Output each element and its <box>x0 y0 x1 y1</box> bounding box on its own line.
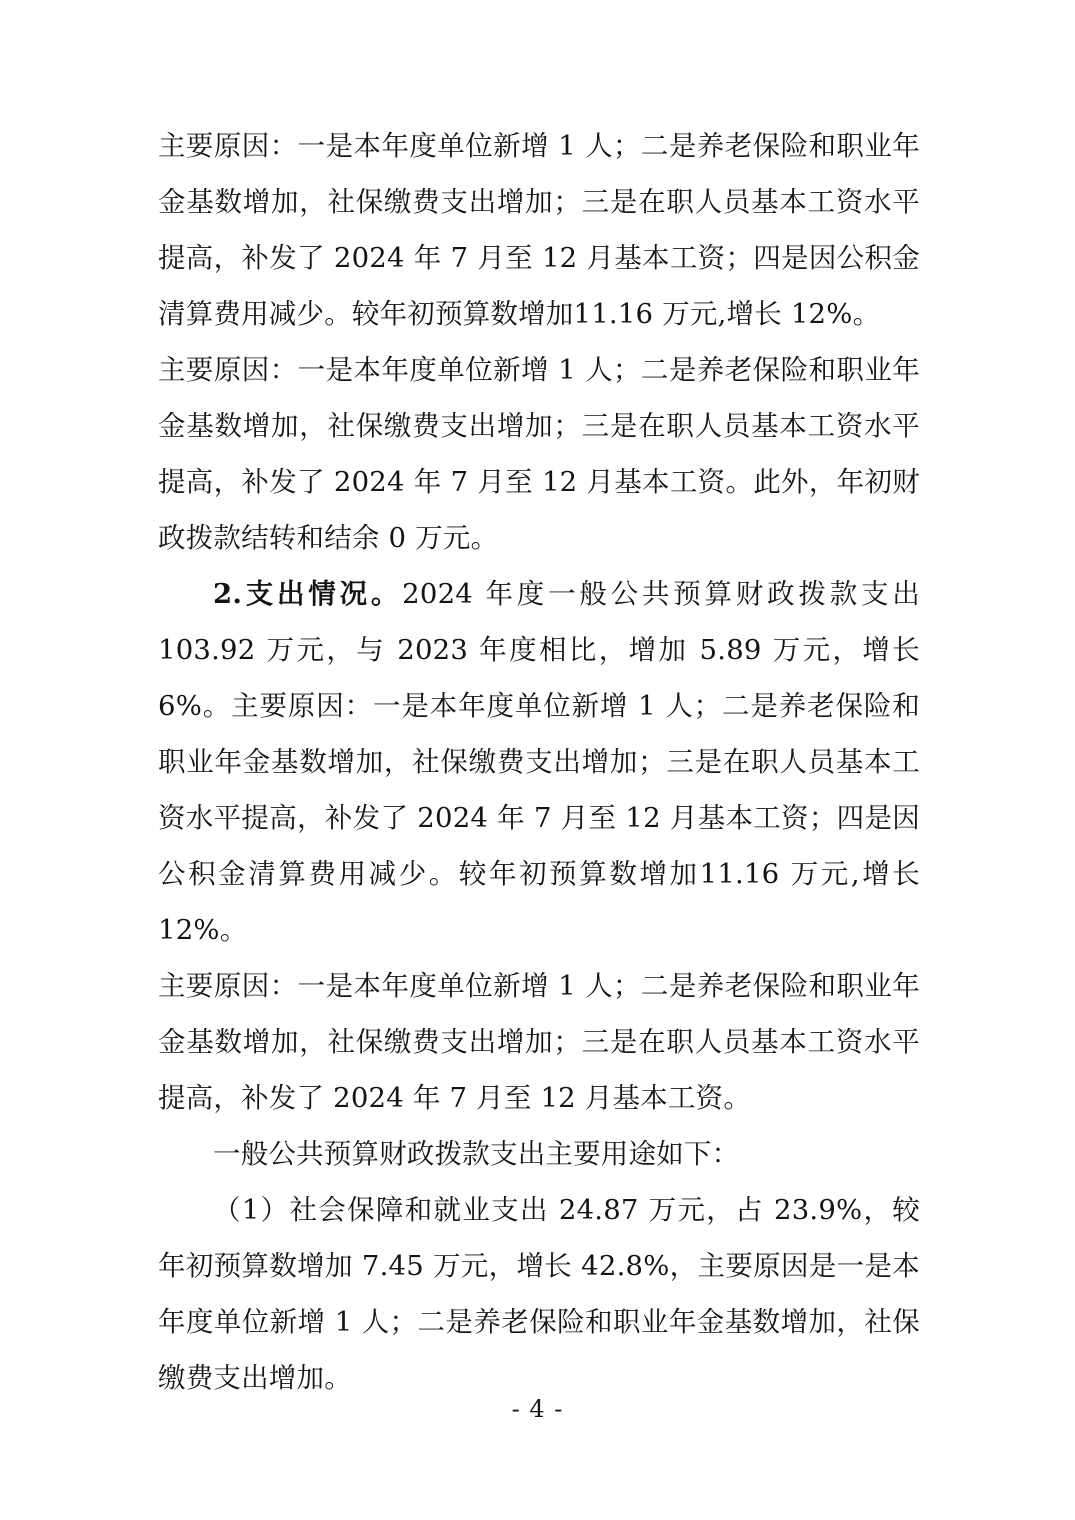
paragraph-4: 主要原因：一是本年度单位新增 1 人；二是养老保险和职业年金基数增加，社保缴费支出增加；三是在职人员基本工资水平提高，补发了 2024 年 7 月至 12 月基本工资。 <box>158 970 920 1114</box>
paragraph-6: （1）社会保障和就业支出 24.87 万元，占 23.9%，较年初预算数增加 7.45 万元，增长 42.8%，主要原因是一是本年度单位新增 1 人；二是养老保险和职业年金基数增加，社保缴费支出增加。 <box>158 1194 920 1394</box>
paragraph-3-text: 2024 年度一般公共预算财政拨款支出 103.92 万元，与 2023 年度相比，增加 5.89 万元，增长 6%。主要原因：一是本年度单位新增 1 人；二是养老保险和职业年金基数增加，社保缴费支出增加；三是在职人员基本工资水平提高，补发了 2024 年 7 月至 12 月基本工资；四是因公积金清算费用减少。较年初预算数增加11.16 万元,增长 12%。 <box>158 578 920 946</box>
page-number: - 4 - <box>511 1395 564 1423</box>
paragraph-3 <box>158 566 920 958</box>
paragraph-2: 主要原因：一是本年度单位新增 1 人；二是养老保险和职业年金基数增加，社保缴费支出增加；三是在职人员基本工资水平提高，补发了 2024 年 7 月至 12 月基本工资。此外，年初财政拨款结转和结余 0 万元。 <box>158 354 920 554</box>
paragraph-3-bold-prefix: 2.支出情况。 <box>213 578 403 610</box>
paragraph-1: 主要原因：一是本年度单位新增 1 人；二是养老保险和职业年金基数增加，社保缴费支出增加；三是在职人员基本工资水平提高，补发了 2024 年 7 月至 12 月基本工资；四是因公积金清算费用减少。较年初预算数增加11.16 万元,增长 12%。 <box>158 130 920 330</box>
paragraph-5: 一般公共预算财政拨款支出主要用途如下： <box>213 1138 740 1170</box>
page-body <box>158 118 920 1406</box>
